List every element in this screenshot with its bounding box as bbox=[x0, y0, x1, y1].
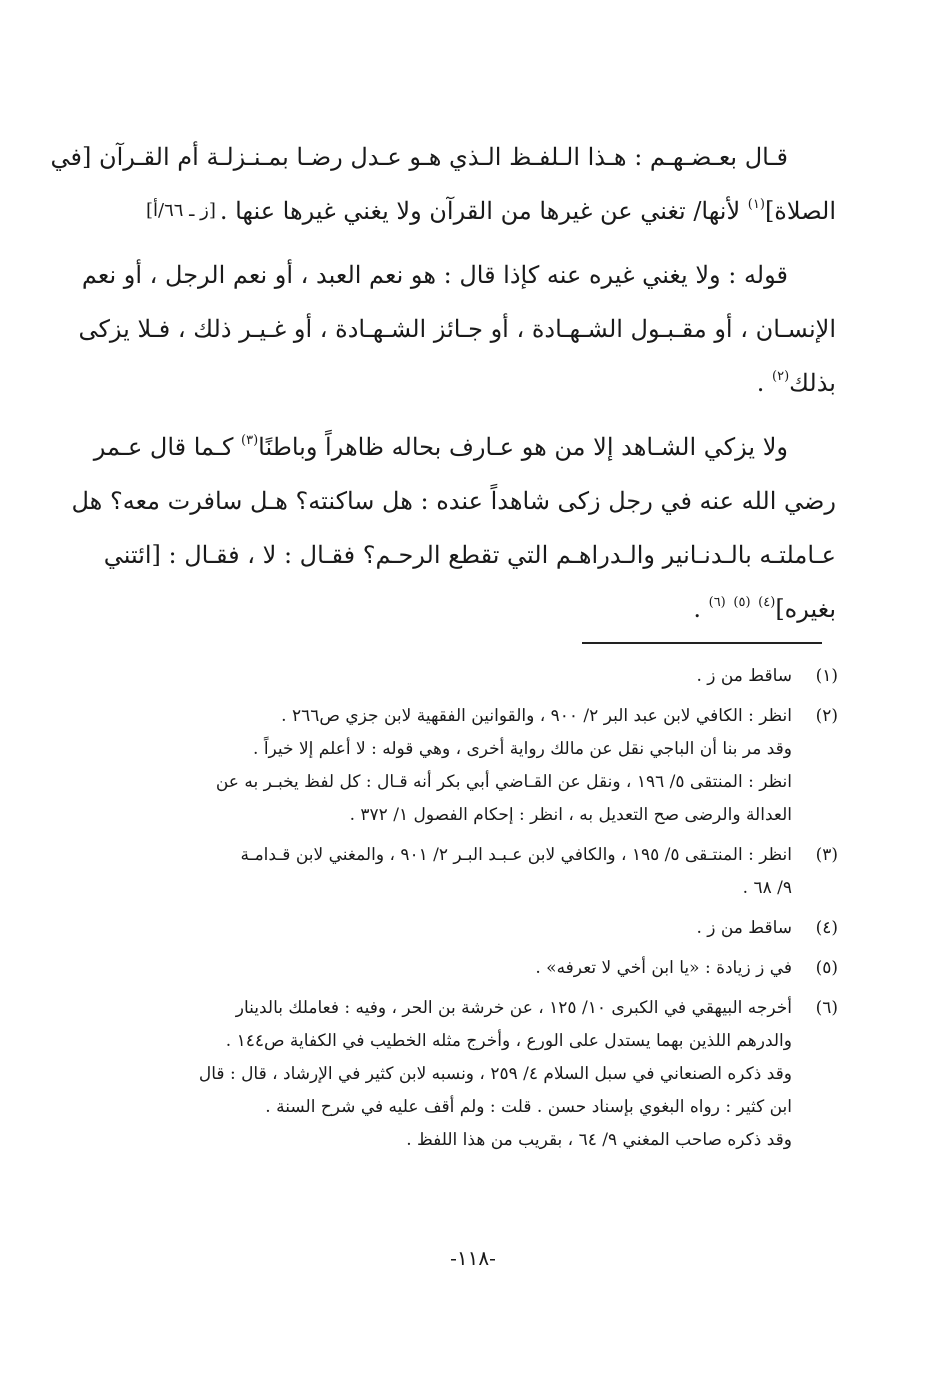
footnote-line: والدرهم اللذين بهما يستدل على الورع ، وأخرج مثله الخطيب في الكفاية ص١٤٤ . bbox=[225, 1031, 792, 1051]
footnote-number: (١) bbox=[815, 666, 838, 686]
footnote-4 bbox=[108, 912, 838, 945]
footnote-1 bbox=[108, 660, 838, 693]
footnote-line: وقد ذكره الصنعاني في سبل السلام ٤/ ٢٥٩ ، ونسبه لابن كثير في الإرشاد ، قال : قال bbox=[198, 1064, 792, 1084]
footnote-separator bbox=[582, 642, 822, 644]
manuscript-margin-reference: [ز ـ ٦٦/أ] bbox=[146, 200, 216, 221]
footnote-line: ابن كثير : رواه البغوي بإسناد حسن . قلت : ولم أقف عليه في شرح السنة . bbox=[265, 1097, 792, 1117]
footnote-number: (٣) bbox=[815, 845, 838, 865]
footnote-number: (٦) bbox=[815, 998, 838, 1018]
footnote-line: ساقط من ز . bbox=[696, 666, 792, 686]
footnote-line: انظر : الكافي لابن عبد البر ٢/ ٩٠٠ ، والقوانين الفقهية لابن جزي ص٢٦٦ . bbox=[281, 706, 792, 726]
footnote-number: (٢) bbox=[815, 706, 838, 726]
footnote-line: وقد مر بنا أن الباجي نقل عن مالك رواية أخرى ، وهي قوله : لا أعلم إلا خيراً . bbox=[253, 739, 792, 759]
footnote-line: أخرجه البيهقي في الكبرى ١٠/ ١٢٥ ، عن خرشة بن الحر ، وفيه : فعاملك بالدينار bbox=[235, 998, 792, 1018]
footnote-number: (٤) bbox=[815, 918, 838, 938]
text-line: الصلاة]$^{(١)}$ لأنها/ تغني عن غيرها من القرآن ولا يغني غيرها عنها . bbox=[219, 197, 836, 225]
footnote-line: انظر : المنتقى ٥/ ١٩٦ ، ونقل عن القـاضي أبي بكر أنه قـال : كل لفظ يخبـر به عن bbox=[215, 772, 792, 792]
text-line: قوله : ولا يغني غيره عنه كإذا قال : هو نعم العبد ، أو نعم الرجل ، أو نعم bbox=[81, 261, 788, 289]
text-line: ولا يزكي الشـاهد إلا من هو عـارف بحاله ظاهراً وباطنًا$^{(٣)}$ كـما قال عـمر bbox=[93, 433, 788, 461]
footnote-5 bbox=[108, 952, 838, 985]
footnote-line: العدالة والرضى صح التعديل به ، انظر : إحكام الفصول ١/ ٣٧٢ . bbox=[349, 805, 792, 825]
footnote-2 bbox=[108, 700, 838, 832]
footnote-line: انظر : المنتـقى ٥/ ١٩٥ ، والكافي لابن عـبـد البـر ٢/ ٩٠١ ، والمغني لابن قـدامـة bbox=[240, 845, 792, 865]
page-number: -١١٨- bbox=[450, 1246, 496, 1270]
footnote-6 bbox=[108, 992, 838, 1157]
text-line: الإنسـان ، أو مقـبـول الشـهـادة ، أو جـائز الشـهـادة ، أو غـيـر ذلك ، فـلا يزكى bbox=[78, 315, 836, 343]
footnote-line: وقد ذكره صاحب المغني ٩/ ٦٤ ، بقريب من هذا اللفظ . bbox=[406, 1130, 792, 1150]
footnote-line: ٩/ ٦٨ . bbox=[742, 878, 792, 898]
main-paragraph-3 bbox=[71, 420, 836, 636]
footnote-line: ساقط من ز . bbox=[696, 918, 792, 938]
footnote-3 bbox=[108, 839, 838, 905]
text-line: بذلك$^{(٢)}$ . bbox=[756, 369, 836, 397]
footnote-number: (٥) bbox=[815, 958, 838, 978]
text-line: قـال بعـضـهـم : هـذا الـلفـظ الـذي هـو عـدل رضـا بمـنـزلـة أم القـرآن [في bbox=[50, 143, 788, 171]
text-line: رضي الله عنه في رجل زكى شاهداً عنده : هل ساكنته؟ هـل سافرت معه؟ هل bbox=[71, 487, 836, 515]
text-line: بغيره]$^{(٤)}$ $^{(٥)}$ $^{(٦)}$ . bbox=[693, 595, 836, 623]
footnotes bbox=[108, 660, 838, 1164]
footnote-line: في ز زيادة : «يا ابن أخي لا تعرفه» . bbox=[535, 958, 792, 978]
main-paragraph-2 bbox=[78, 248, 836, 410]
main-paragraph-1 bbox=[50, 130, 836, 238]
text-line: عـاملتـه بالـدنـانير والـدراهـم التي تقطع الرحـم؟ فقـال : لا ، فقـال : [ائتني bbox=[103, 541, 836, 569]
